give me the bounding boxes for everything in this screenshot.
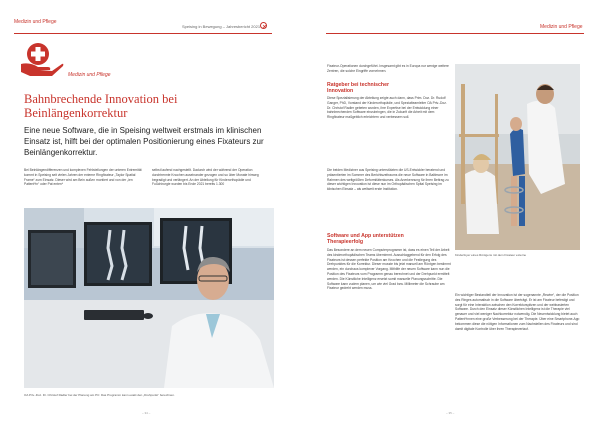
body-column-1: Bei Beinlängendifferenzen und komplexen Fehlstellungen der unteren Extremität kommt in Speising seit vielen Jahren der externe Ringfixateur „Taylor Spatial Frame“ zum Einsatz. Dieser wird am Bein außen montiert und von der „ien Patient*in“ oder Pat enten* xyxy=(24,168,142,187)
right-body-paragraph-3: Das Besondere an dem neuen Computerprogramm ist, dass es einen Teil der Arbeit des kinderorthopädischen Teams übernimmt. Ausschlaggebend für den Erfolg des Fixateurs ist dessen perfekte Position am Knochen und die Festlegung des Drehpunktes für die Korrektur. Dieser musste bis jetzt manuell am Röntgen bestimmt werden, ein durchaus komplexer Vorgang. Mithilfe der neuen Software kann nun die Position des Fixateurs vom Programm genau berechnet und der Drehpunkt ermittelt werden. Die Künstliche Intelligenz ersetzt somit manuelle Planungsschritte. Die Software kann zudem planen, um wie viel Grad bzw. Millimeter die Schraube am Fixateur gedreht werden muss. xyxy=(327,248,451,291)
subheading-ratgeber-line-1: Ratgeber bei technischer xyxy=(327,82,389,88)
physiotherapy-photo xyxy=(455,64,580,250)
article-title-line-1: Bahnbrechende Innovation bei xyxy=(24,92,178,106)
section-label: Medizin und Pflege xyxy=(68,72,111,78)
right-column-2-text: Ein wichtiger Bestandteil der Innovation ist der sogenannte „Rewire“, der die Position des Ringes automatisch in die Software überträgt. Er ist am Fixateur befestigt und sorgt für eine Interaktion zwischen den Korrekturspitzen und der webbasierten Software. Durch den Einsatz dieser Künstlichen Intelligenz ist die Therapie viel genauer und viel weniger Nachkorrektur notwendig. Die Neuentwicklung bietet auch Patient*innen eine große Verbesserung bei der Therapie. Über eine Smartphone-App bekommen diese die nötigen Informationen zum Nachstellen des Fixateurs und sind damit digitale Kontrolle über ihren Therapieverlauf. xyxy=(455,293,580,331)
photo-caption-1: OA Priv.-Doz. Dr. Christof Radler bei der Planung am PC: Das Programm kann exakt den „Drehpunkt“ berechnen. xyxy=(24,393,175,397)
photo-caption-2: Kinderfoyer eines Röntgens mit dem Fixateur externe xyxy=(455,253,527,257)
article-lead: Eine neue Software, die in Speising weltweit erstmals im klinischen Einsatz ist, hilft bei der optimalen Positionierung eines Fixateurs zur Beinlängenkorrektur. xyxy=(24,126,264,157)
header-rule-left xyxy=(14,33,272,34)
article-title xyxy=(24,92,284,120)
right-body-paragraph-1: Diese Spezialisierung der Abteilung zeigte auch dann, dass Prim. Doz. Dr. Rudolf Ganger, PhD, Vorstand der Kinderorthopädie, und Spezialteamleiter OA Priv.-Doz. Dr. Christof Radler gebeten wurden, ihre Expertise bei der Entwicklung einer bahnbrechenden Software einzubringen, die in Zukunft die Arbeit mit dem Ringfixateur maßgeblich erleichtern und verbessern soll. xyxy=(327,96,447,120)
subheading-ratgeber xyxy=(327,82,451,94)
speising-logo-icon xyxy=(260,22,267,29)
body-column-2: selbst laufend nachgestellt. Dadurch wird der während der Operation durchtrennte Knochen auseinander gezogen und so über Monate hinweg begradigt und verlängert. An der Abteilung für Kinderorthopädie und Fußchirurgie wurden bis Ende 2021 bereits 1.300 xyxy=(152,168,259,187)
article-title-line-2: Beinlängenkorrektur xyxy=(24,106,128,120)
page-number-right: – 35 – xyxy=(446,411,455,415)
medical-care-hand-icon xyxy=(18,40,66,78)
header-report-title: Speising in Bewegung – Jahresbericht 2021 xyxy=(182,24,261,29)
right-intro-text: Fixateur-Operationen durchgeführt. Insgesamt gibt es in Europa nur wenige weitere Zentren, die solche Eingriffe vornehmen. xyxy=(327,64,449,73)
doctor-at-computer-photo xyxy=(24,208,274,388)
header-section-left: Medizin und Pflege xyxy=(14,19,57,25)
page-number-left: – 34 – xyxy=(142,411,151,415)
header-section-right: Medizin und Pflege xyxy=(540,24,583,30)
right-body-paragraph-2: Die beiden Mediziner aus Speising unterstützten die US-Entwickler beratend und präsentierten im Sommer des Berichtszeitraums die neue Software in Baltimore im Rahmen des weltgrößten Deformitätenkurses. Als Anerkennung für ihren Beitrag zu dieser wichtigen Innovation ist diese nun im Orthopädischen Spital Speising im klinischen Einsatz – als weltweit erste Institution. xyxy=(327,168,449,192)
subheading-software-app xyxy=(327,233,451,245)
header-rule-right xyxy=(326,33,584,34)
subheading-ratgeber-line-2: Innovation xyxy=(327,88,354,94)
subheading-software-app-line-1: Software und App unterstützen xyxy=(327,233,404,239)
subheading-software-app-line-2: Therapieerfolg xyxy=(327,239,364,245)
